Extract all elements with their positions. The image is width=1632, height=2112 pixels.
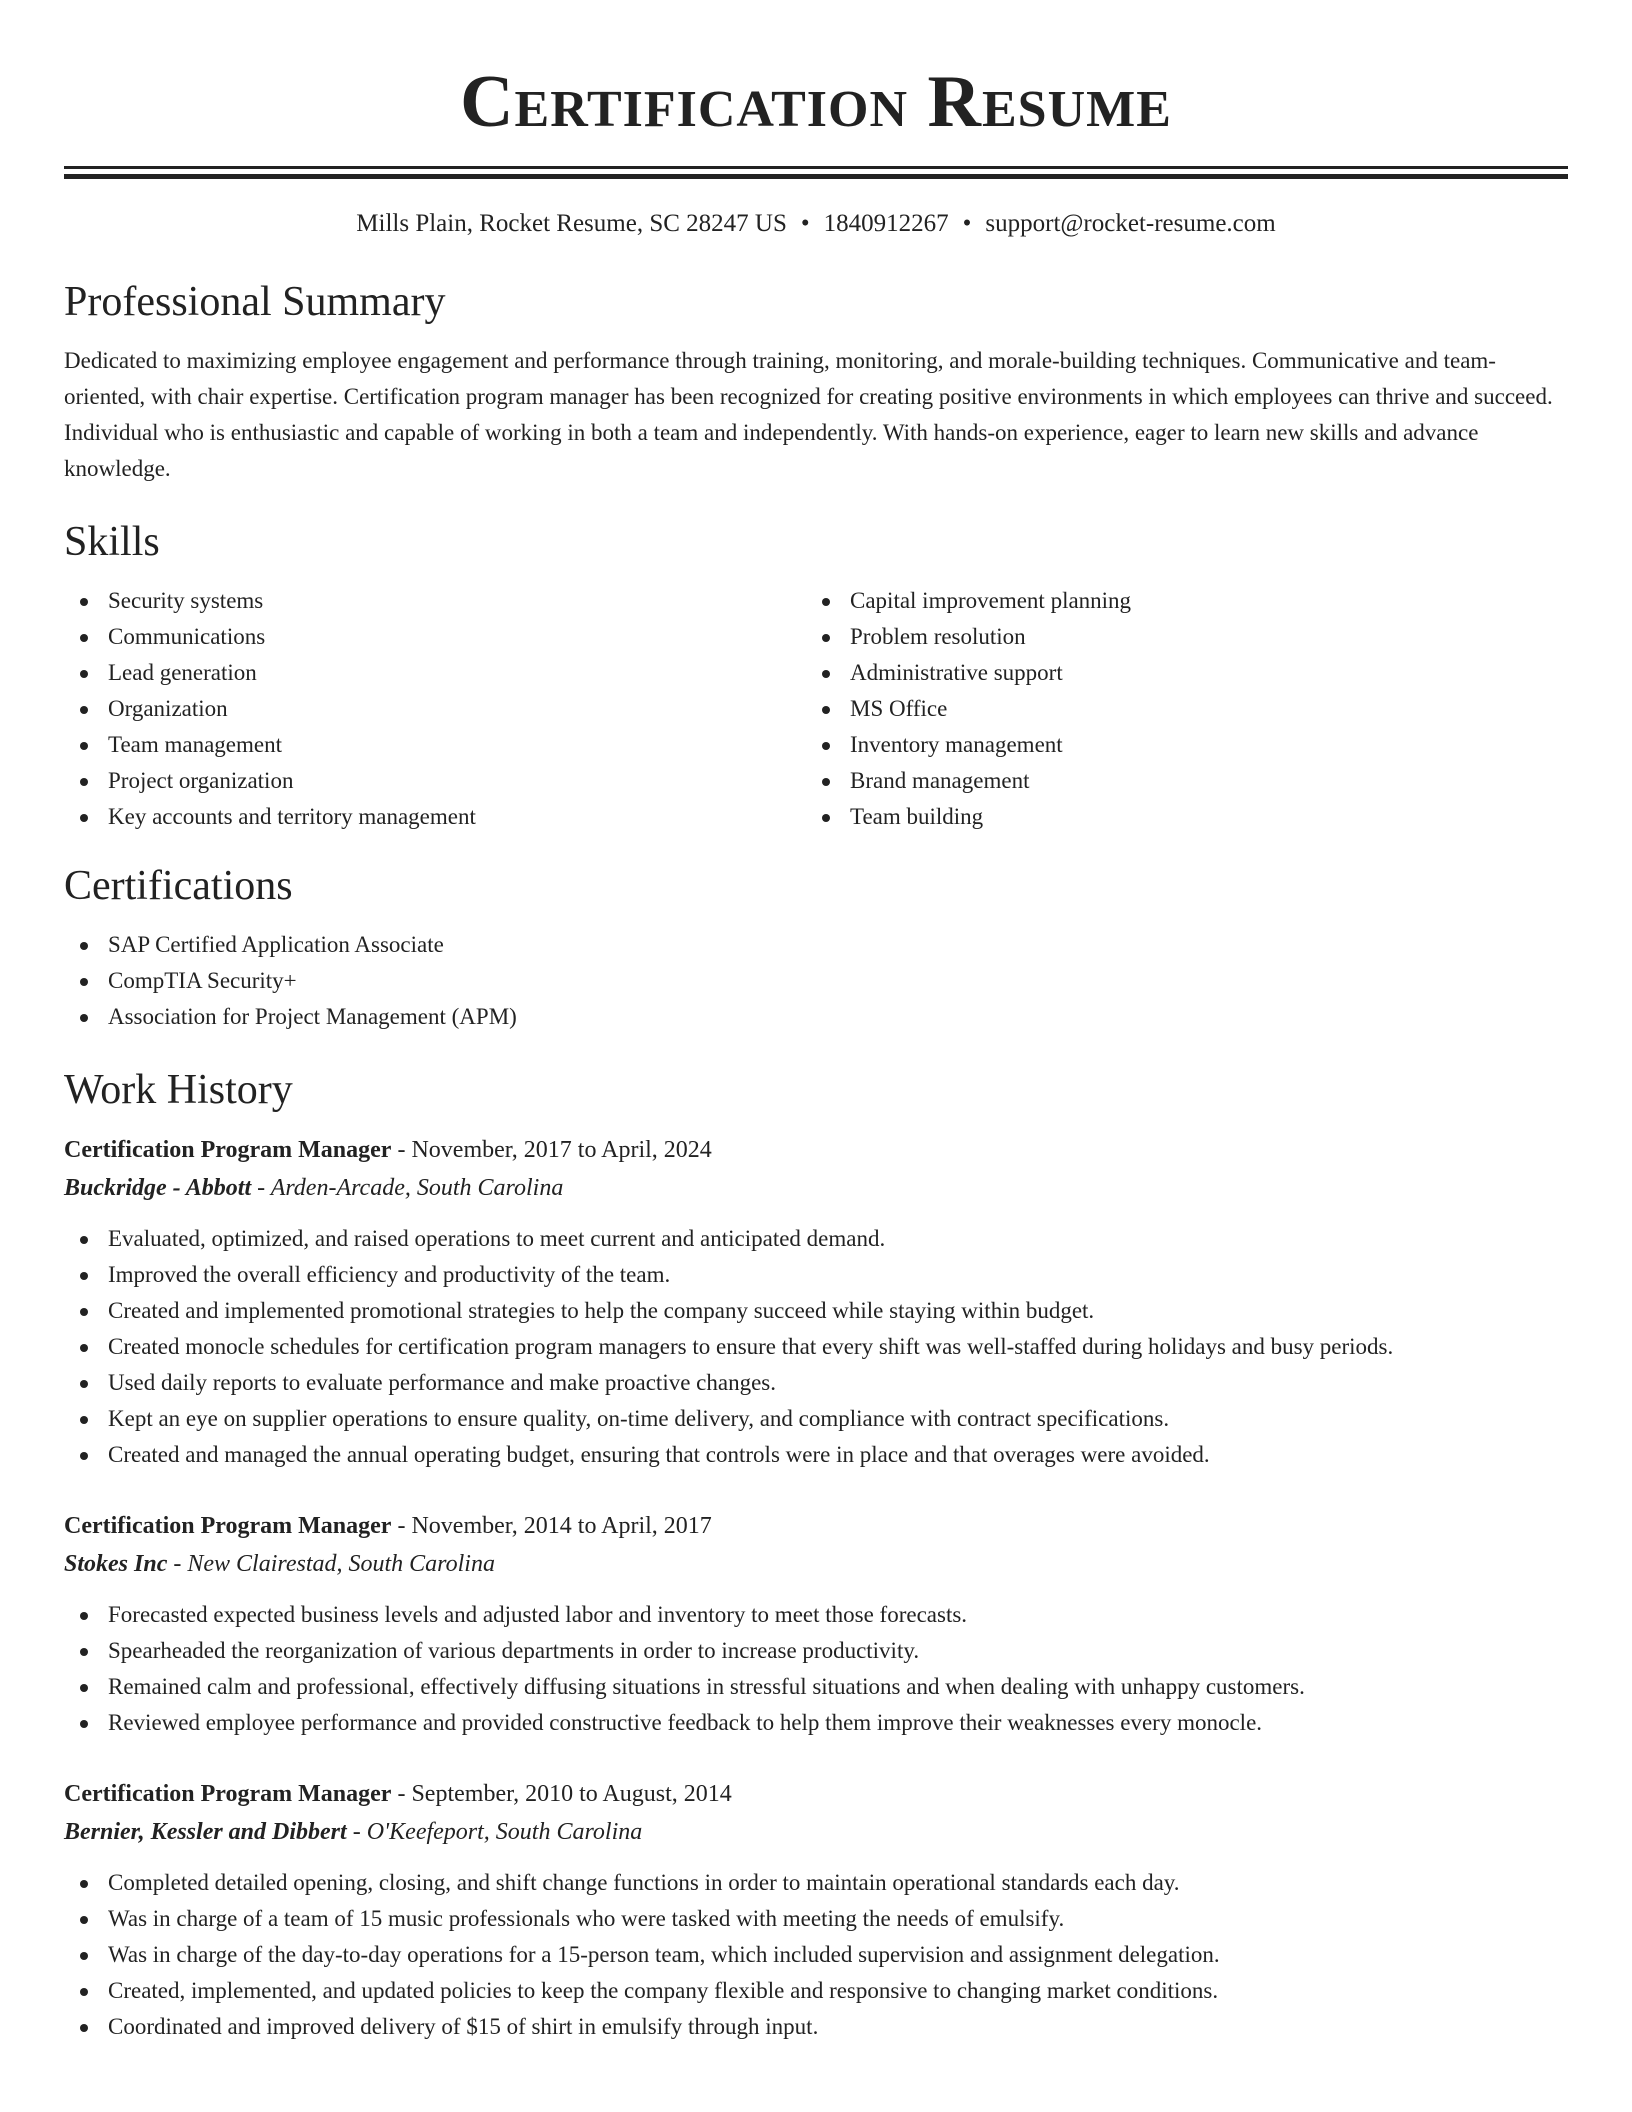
certification-item: SAP Certified Application Associate bbox=[64, 927, 1568, 963]
summary-heading: Professional Summary bbox=[64, 279, 446, 325]
job-dash: - bbox=[391, 1781, 412, 1807]
job-dates: November, 2017 to April, 2024 bbox=[411, 1137, 712, 1163]
job-company: Bernier, Kessler and Dibbert bbox=[64, 1819, 347, 1845]
contact-phone: 1840912267 bbox=[823, 210, 949, 237]
job-header bbox=[64, 1507, 1568, 1545]
job-dash: - bbox=[251, 1175, 271, 1201]
skills-column-right bbox=[806, 583, 1548, 835]
contact-separator: • bbox=[800, 210, 810, 237]
job-bullet: Spearheaded the reorganization of various departments in order to increase productivity. bbox=[64, 1633, 1568, 1669]
job-bullet: Improved the overall efficiency and productivity of the team. bbox=[64, 1257, 1568, 1293]
job-dash: - bbox=[346, 1819, 367, 1845]
summary-text: Dedicated to maximizing employee engagement and performance through training, monitoring, and morale-building techniques. Communicative and team-oriented, with chair expertise. Certification program manager has been recognized for creating positive environments in which employees can thrive and succeed. Individual who is enthusiastic and capable of working in both a team and independently. With hands-on experience, eager to learn new skills and advance knowledge. bbox=[64, 348, 1553, 481]
job-company-line bbox=[64, 1545, 1568, 1583]
job-entry bbox=[64, 1775, 1568, 2045]
skill-item: Inventory management bbox=[806, 727, 1548, 763]
job-dash: - bbox=[167, 1551, 188, 1577]
job-location: New Clairestad, South Carolina bbox=[187, 1551, 495, 1577]
job-location: O'Keefeport, South Carolina bbox=[366, 1819, 643, 1845]
job-bullet: Completed detailed opening, closing, and shift change functions in order to maintain operational standards each day. bbox=[64, 1865, 1568, 1901]
skill-item: Administrative support bbox=[806, 655, 1548, 691]
job-bullet: Created, implemented, and updated policies to keep the company flexible and responsive to changing market conditions. bbox=[64, 1973, 1568, 2009]
skill-item: Lead generation bbox=[64, 655, 806, 691]
job-bullet: Kept an eye on supplier operations to ensure quality, on-time delivery, and compliance with contract specifications. bbox=[64, 1401, 1568, 1437]
job-header bbox=[64, 1131, 1568, 1169]
job-company-line bbox=[64, 1813, 1568, 1851]
job-role: Certification Program Manager bbox=[64, 1137, 392, 1163]
skill-item: Project organization bbox=[64, 763, 806, 799]
job-bullet: Created monocle schedules for certification program managers to ensure that every shift was well-staffed during holidays and busy periods. bbox=[64, 1329, 1568, 1365]
certifications-list bbox=[64, 927, 1568, 1035]
job-dash: - bbox=[391, 1137, 412, 1163]
job-header bbox=[64, 1775, 1568, 1813]
job-company: Stokes Inc bbox=[64, 1551, 168, 1577]
skill-item: Team building bbox=[806, 799, 1548, 835]
skill-item: Brand management bbox=[806, 763, 1548, 799]
job-bullet: Created and managed the annual operating budget, ensuring that controls were in place and that overages were avoided. bbox=[64, 1437, 1568, 1473]
title-divider bbox=[64, 166, 1568, 179]
job-entry bbox=[64, 1131, 1568, 1473]
resume-title: Certification Resume bbox=[460, 61, 1172, 143]
job-bullet: Remained calm and professional, effectively diffusing situations in stressful situations and when dealing with unhappy customers. bbox=[64, 1669, 1568, 1705]
job-dash: - bbox=[391, 1513, 412, 1539]
contact-email: support@rocket-resume.com bbox=[985, 210, 1276, 237]
skill-item: Team management bbox=[64, 727, 806, 763]
job-bullet: Forecasted expected business levels and adjusted labor and inventory to meet those forecasts. bbox=[64, 1597, 1568, 1633]
job-bullets bbox=[64, 1597, 1568, 1741]
job-location: Arden-Arcade, South Carolina bbox=[270, 1175, 564, 1201]
skill-item: Problem resolution bbox=[806, 619, 1548, 655]
skill-item: Capital improvement planning bbox=[806, 583, 1548, 619]
work-history-heading: Work History bbox=[64, 1067, 293, 1113]
contact-separator: • bbox=[962, 210, 972, 237]
job-dates: September, 2010 to August, 2014 bbox=[411, 1781, 732, 1807]
job-bullet: Was in charge of the day-to-day operations for a 15-person team, which included supervision and assignment delegation. bbox=[64, 1937, 1568, 1973]
skill-item: Communications bbox=[64, 619, 806, 655]
job-bullet: Coordinated and improved delivery of $15 of shirt in emulsify through input. bbox=[64, 2009, 1568, 2045]
job-bullet: Evaluated, optimized, and raised operations to meet current and anticipated demand. bbox=[64, 1221, 1568, 1257]
job-bullet: Used daily reports to evaluate performance and make proactive changes. bbox=[64, 1365, 1568, 1401]
job-bullet: Was in charge of a team of 15 music professionals who were tasked with meeting the needs of emulsify. bbox=[64, 1901, 1568, 1937]
skill-item: Key accounts and territory management bbox=[64, 799, 806, 835]
job-company: Buckridge - Abbott bbox=[64, 1175, 252, 1201]
skills-grid bbox=[64, 583, 1568, 835]
certification-item: Association for Project Management (APM) bbox=[64, 999, 1568, 1035]
certification-item: CompTIA Security+ bbox=[64, 963, 1568, 999]
job-company-line bbox=[64, 1169, 1568, 1207]
job-dates: November, 2014 to April, 2017 bbox=[411, 1513, 712, 1539]
job-entry bbox=[64, 1507, 1568, 1741]
skills-heading: Skills bbox=[64, 519, 160, 565]
skill-item: Security systems bbox=[64, 583, 806, 619]
job-bullet: Created and implemented promotional strategies to help the company succeed while staying within budget. bbox=[64, 1293, 1568, 1329]
job-bullets bbox=[64, 1221, 1568, 1473]
job-bullets bbox=[64, 1865, 1568, 2045]
skills-column-left bbox=[64, 583, 806, 835]
skill-item: MS Office bbox=[806, 691, 1548, 727]
job-role: Certification Program Manager bbox=[64, 1781, 392, 1807]
contact-address: Mills Plain, Rocket Resume, SC 28247 US bbox=[356, 210, 787, 237]
job-bullet: Reviewed employee performance and provided constructive feedback to help them improve their weaknesses every monocle. bbox=[64, 1705, 1568, 1741]
certifications-heading: Certifications bbox=[64, 863, 293, 909]
job-role: Certification Program Manager bbox=[64, 1513, 392, 1539]
contact-line bbox=[64, 207, 1568, 241]
skill-item: Organization bbox=[64, 691, 806, 727]
